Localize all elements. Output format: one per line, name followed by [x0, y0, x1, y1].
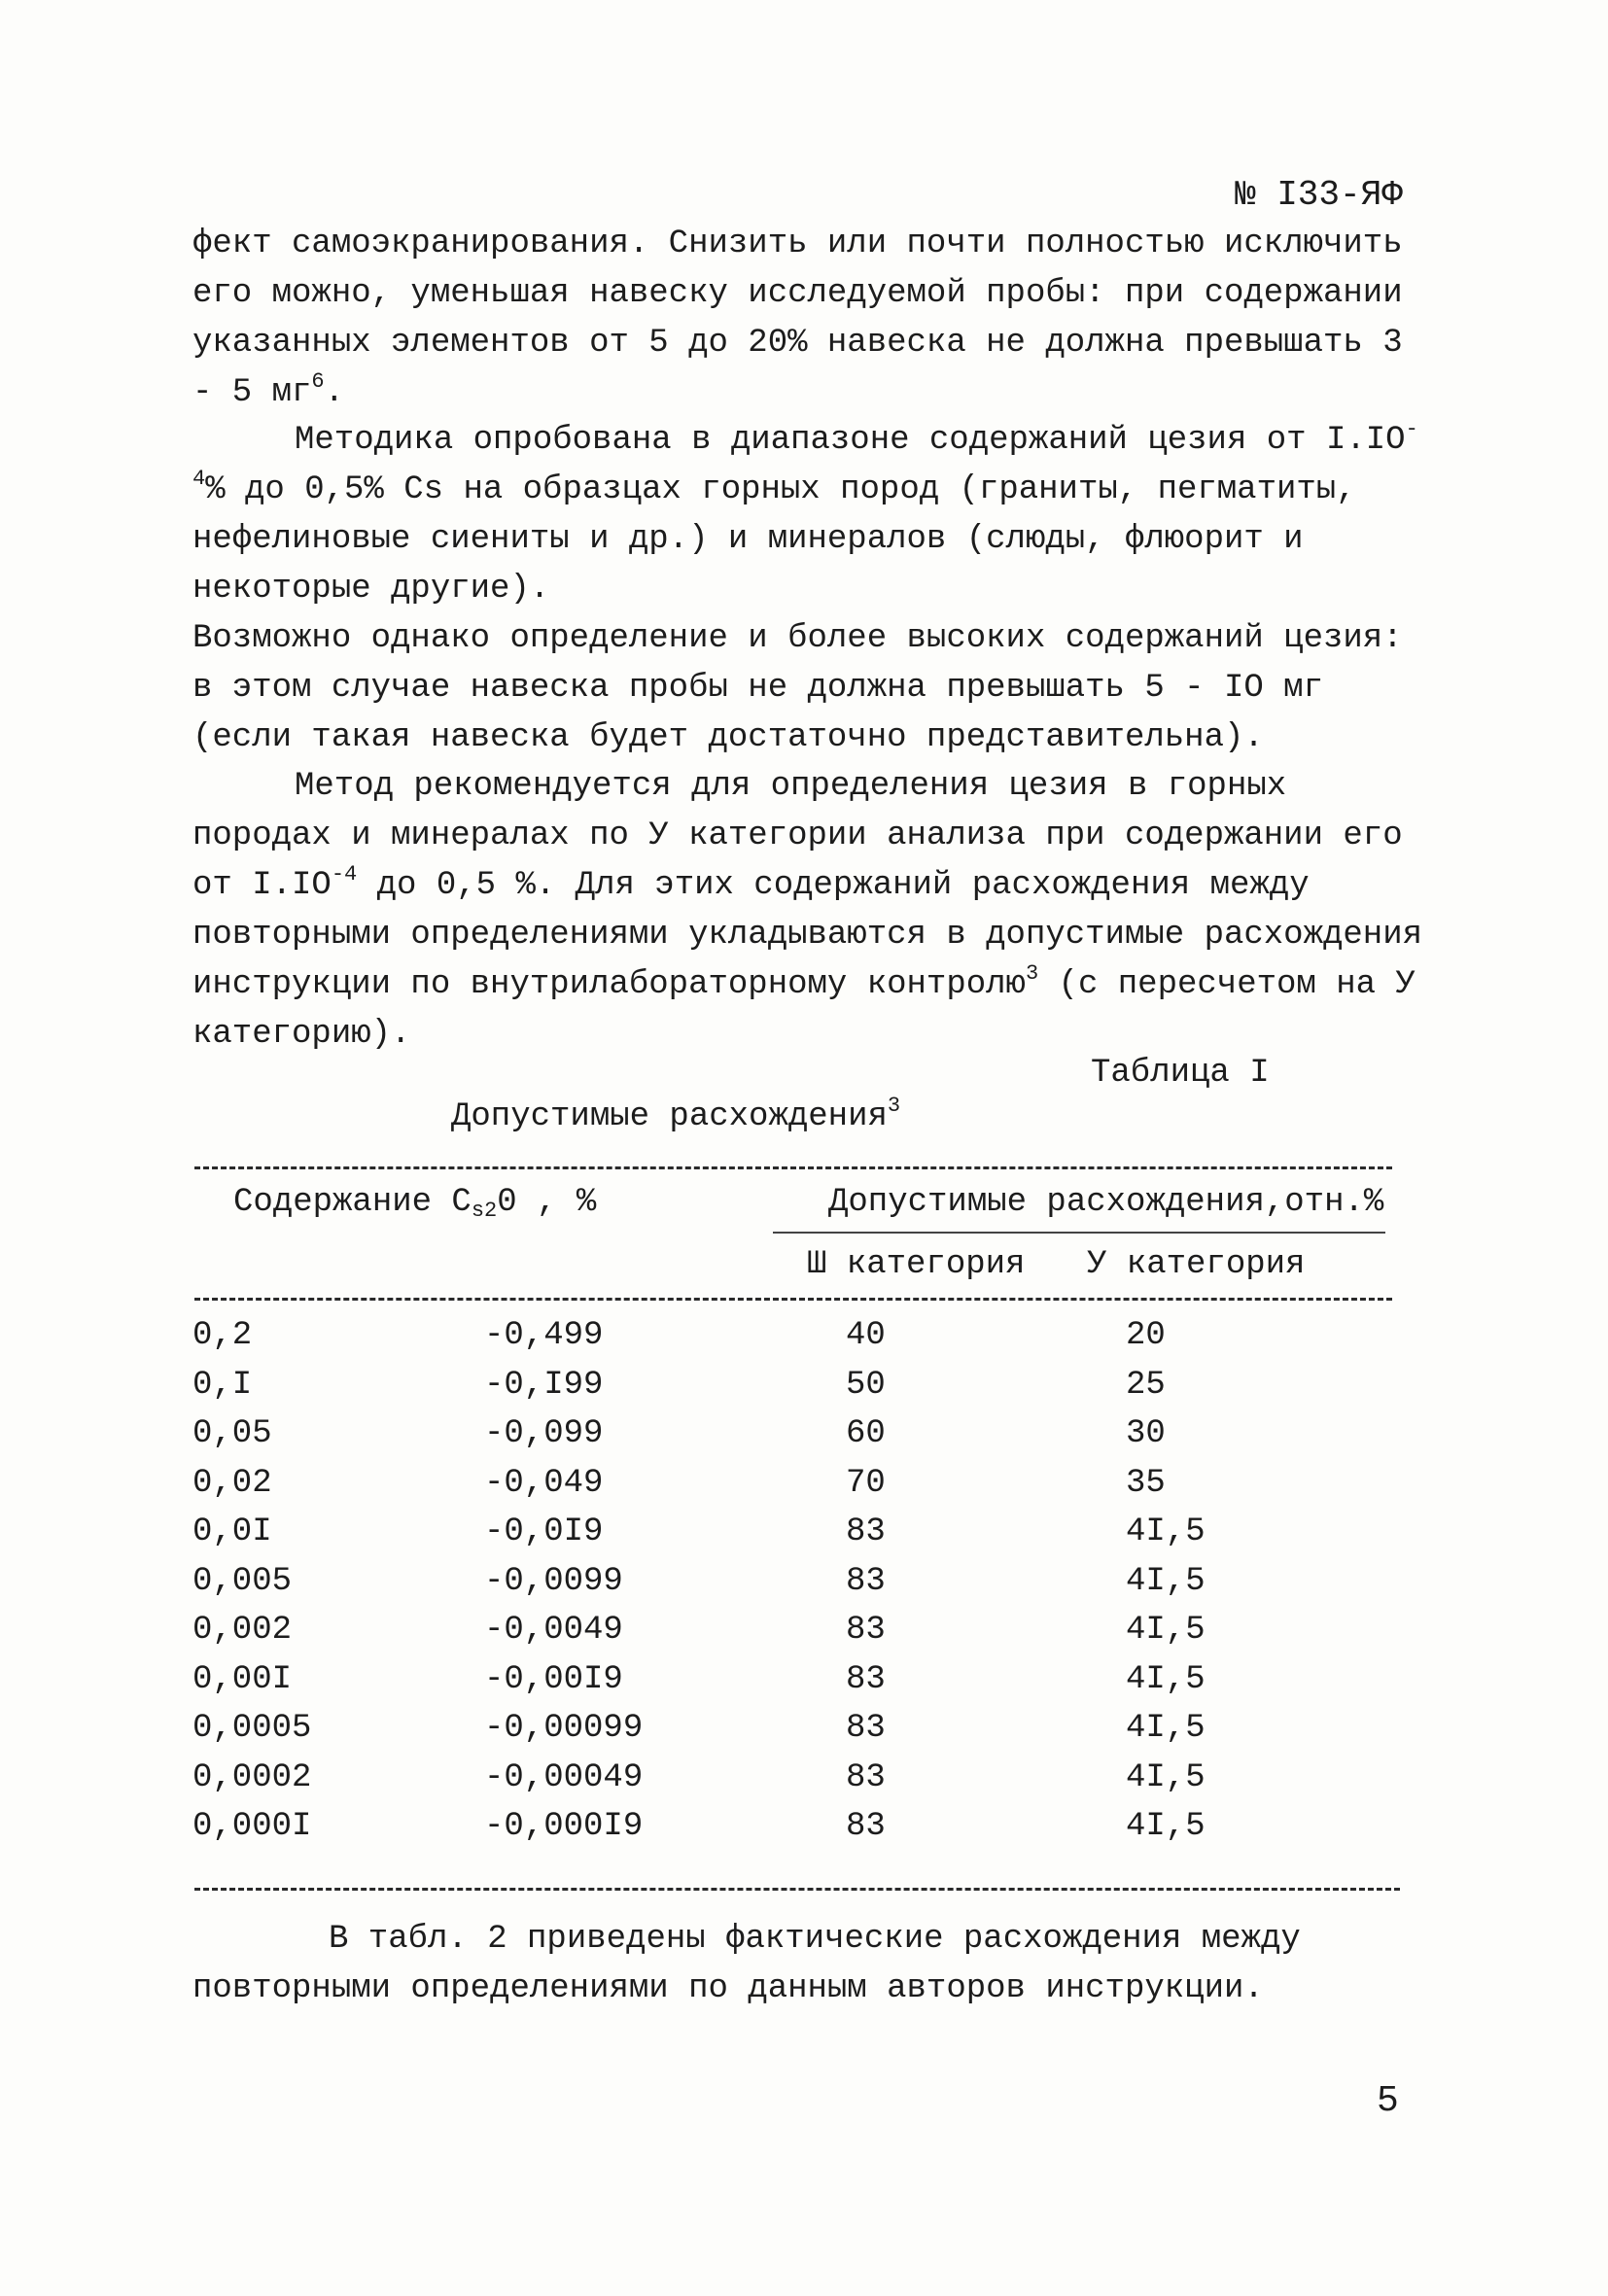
cell-cat5: 4I,5 — [1126, 1513, 1206, 1550]
paragraph-2 — [192, 416, 1437, 614]
doc-number: № I33-ЯФ — [1235, 175, 1403, 215]
table-title-text: Допустимые расхождения — [451, 1098, 888, 1135]
cell-cat3: 83 — [846, 1710, 886, 1747]
cell-to: -0,0049 — [484, 1612, 623, 1649]
page-number: 5 — [1377, 2080, 1399, 2122]
cell-cat5: 4I,5 — [1126, 1660, 1206, 1698]
cell-from: 0,I — [192, 1366, 253, 1404]
cell-cat5: 35 — [1126, 1464, 1166, 1502]
column-header-content — [233, 1184, 596, 1221]
table-row — [192, 1563, 1359, 1613]
cell-from: 0,000I — [192, 1808, 312, 1845]
footnote-ref-6: 6 — [311, 369, 325, 394]
table-row — [192, 1612, 1359, 1661]
cell-cat3: 50 — [846, 1366, 886, 1404]
exponent: -4 — [331, 862, 358, 887]
cell-cat3: 40 — [846, 1317, 886, 1354]
paragraph-2-text-end: % до 0,5% Cs на образцах горных пород (граниты, пегматиты, нефелиновые сиениты и др.) и минералов (слюды, флюорит и некоторые другие). — [192, 471, 1356, 608]
cell-cat3: 83 — [846, 1808, 886, 1845]
column-header-cat5: У категория — [1087, 1246, 1306, 1283]
table-top-rule — [194, 1166, 1392, 1169]
table-row — [192, 1415, 1359, 1465]
table-bottom-rule — [194, 1888, 1400, 1891]
column-header-content-text: Содержание C — [233, 1184, 472, 1221]
column-header-content-unit: 0 , % — [497, 1184, 597, 1221]
cell-to: -0,499 — [484, 1317, 604, 1354]
cell-cat5: 4I,5 — [1126, 1562, 1206, 1600]
paragraph-2-text: Методика опробована в диапазоне содержаний цезия от I.IO — [295, 422, 1406, 459]
paragraph-4-text-end: (с пересчетом на У категорию). — [192, 966, 1416, 1053]
cell-cat5: 25 — [1126, 1366, 1166, 1404]
cell-from: 0,0I — [192, 1513, 272, 1550]
paragraph-5: В табл. 2 приведены фактические расхождения между повторными определениями по данным авторов инструкции. — [192, 1921, 1301, 2007]
paragraph-1 — [192, 220, 1437, 418]
cell-cat3: 83 — [846, 1660, 886, 1698]
cell-to: -0,099 — [484, 1415, 604, 1452]
table-row — [192, 1710, 1359, 1759]
paragraph-1-end: . — [324, 374, 345, 411]
cell-to: -0,049 — [484, 1464, 604, 1502]
cell-to: -0,00I9 — [484, 1660, 623, 1698]
footnote-ref-3: 3 — [887, 1094, 901, 1118]
table-row — [192, 1808, 1359, 1858]
paragraph-3: Возможно однако определение и более высоких содержаний цезия: в этом случае навеска пробы не должна превышать 5 - IO мг (если такая навеска будет достаточно представительна). — [192, 620, 1403, 756]
exponent: -4 — [192, 417, 1418, 491]
cell-to: -0,00099 — [484, 1710, 644, 1747]
cell-cat3: 83 — [846, 1758, 886, 1796]
paragraph-4-text-mid: до 0,5 %. Для этих содержаний расхождения между повторными определениями укладываются в допустимые расхождения инструкции по внутрилабораторному контролю — [192, 867, 1423, 1003]
table-row — [192, 1317, 1359, 1367]
column-header-cat3: Ш категория — [807, 1246, 1026, 1283]
cell-cat3: 83 — [846, 1612, 886, 1649]
table-title — [451, 1094, 901, 1135]
cell-from: 0,00I — [192, 1660, 293, 1698]
table-header-rule — [194, 1298, 1392, 1301]
cell-cat5: 4I,5 — [1126, 1612, 1206, 1649]
table-row — [192, 1513, 1359, 1563]
paragraph-4-text: Метод рекомендуется для определения цезия в горных породах и минералах по У категории анализа при содержании его от I.IO — [192, 768, 1403, 904]
cell-from: 0,002 — [192, 1612, 293, 1649]
cell-from: 0,005 — [192, 1562, 293, 1600]
cell-to: -0,00049 — [484, 1758, 644, 1796]
cell-cat3: 60 — [846, 1415, 886, 1452]
cell-cat5: 4I,5 — [1126, 1710, 1206, 1747]
cell-from: 0,0005 — [192, 1710, 312, 1747]
cell-cat3: 70 — [846, 1464, 886, 1502]
cell-from: 0,05 — [192, 1415, 272, 1452]
cell-cat5: 20 — [1126, 1317, 1166, 1354]
column-header-allowed: Допустимые расхождения,отн.% — [828, 1184, 1384, 1221]
table-label: Таблица I — [1091, 1055, 1270, 1092]
cell-cat5: 4I,5 — [1126, 1808, 1206, 1845]
cell-cat3: 83 — [846, 1562, 886, 1600]
cell-to: -0,000I9 — [484, 1808, 644, 1845]
cell-from: 0,2 — [192, 1317, 253, 1354]
footnote-ref-3: 3 — [1025, 961, 1039, 986]
table-row — [192, 1367, 1359, 1416]
cell-cat3: 83 — [846, 1513, 886, 1550]
table-row — [192, 1661, 1359, 1711]
formula-subscript: s2 — [471, 1199, 498, 1223]
table-row — [192, 1759, 1359, 1809]
table-row — [192, 1465, 1359, 1514]
cell-from: 0,0002 — [192, 1758, 312, 1796]
cell-to: -0,0I9 — [484, 1513, 604, 1550]
cell-to: -0,I99 — [484, 1366, 604, 1404]
cell-cat5: 4I,5 — [1126, 1758, 1206, 1796]
cell-to: -0,0099 — [484, 1562, 623, 1600]
table-body — [192, 1317, 1359, 1858]
cell-cat5: 30 — [1126, 1415, 1166, 1452]
paragraph-4 — [192, 762, 1437, 1060]
header-sub-rule — [773, 1232, 1385, 1234]
cell-from: 0,02 — [192, 1464, 272, 1502]
paragraph-1-text: фект самоэкранирования. Снизить или почти полностью исключить его можно, уменьшая навеску исследуемой пробы: при содержании указанных элементов от 5 до 20% навеска не должна превышать 3 - 5 мг — [192, 226, 1403, 411]
